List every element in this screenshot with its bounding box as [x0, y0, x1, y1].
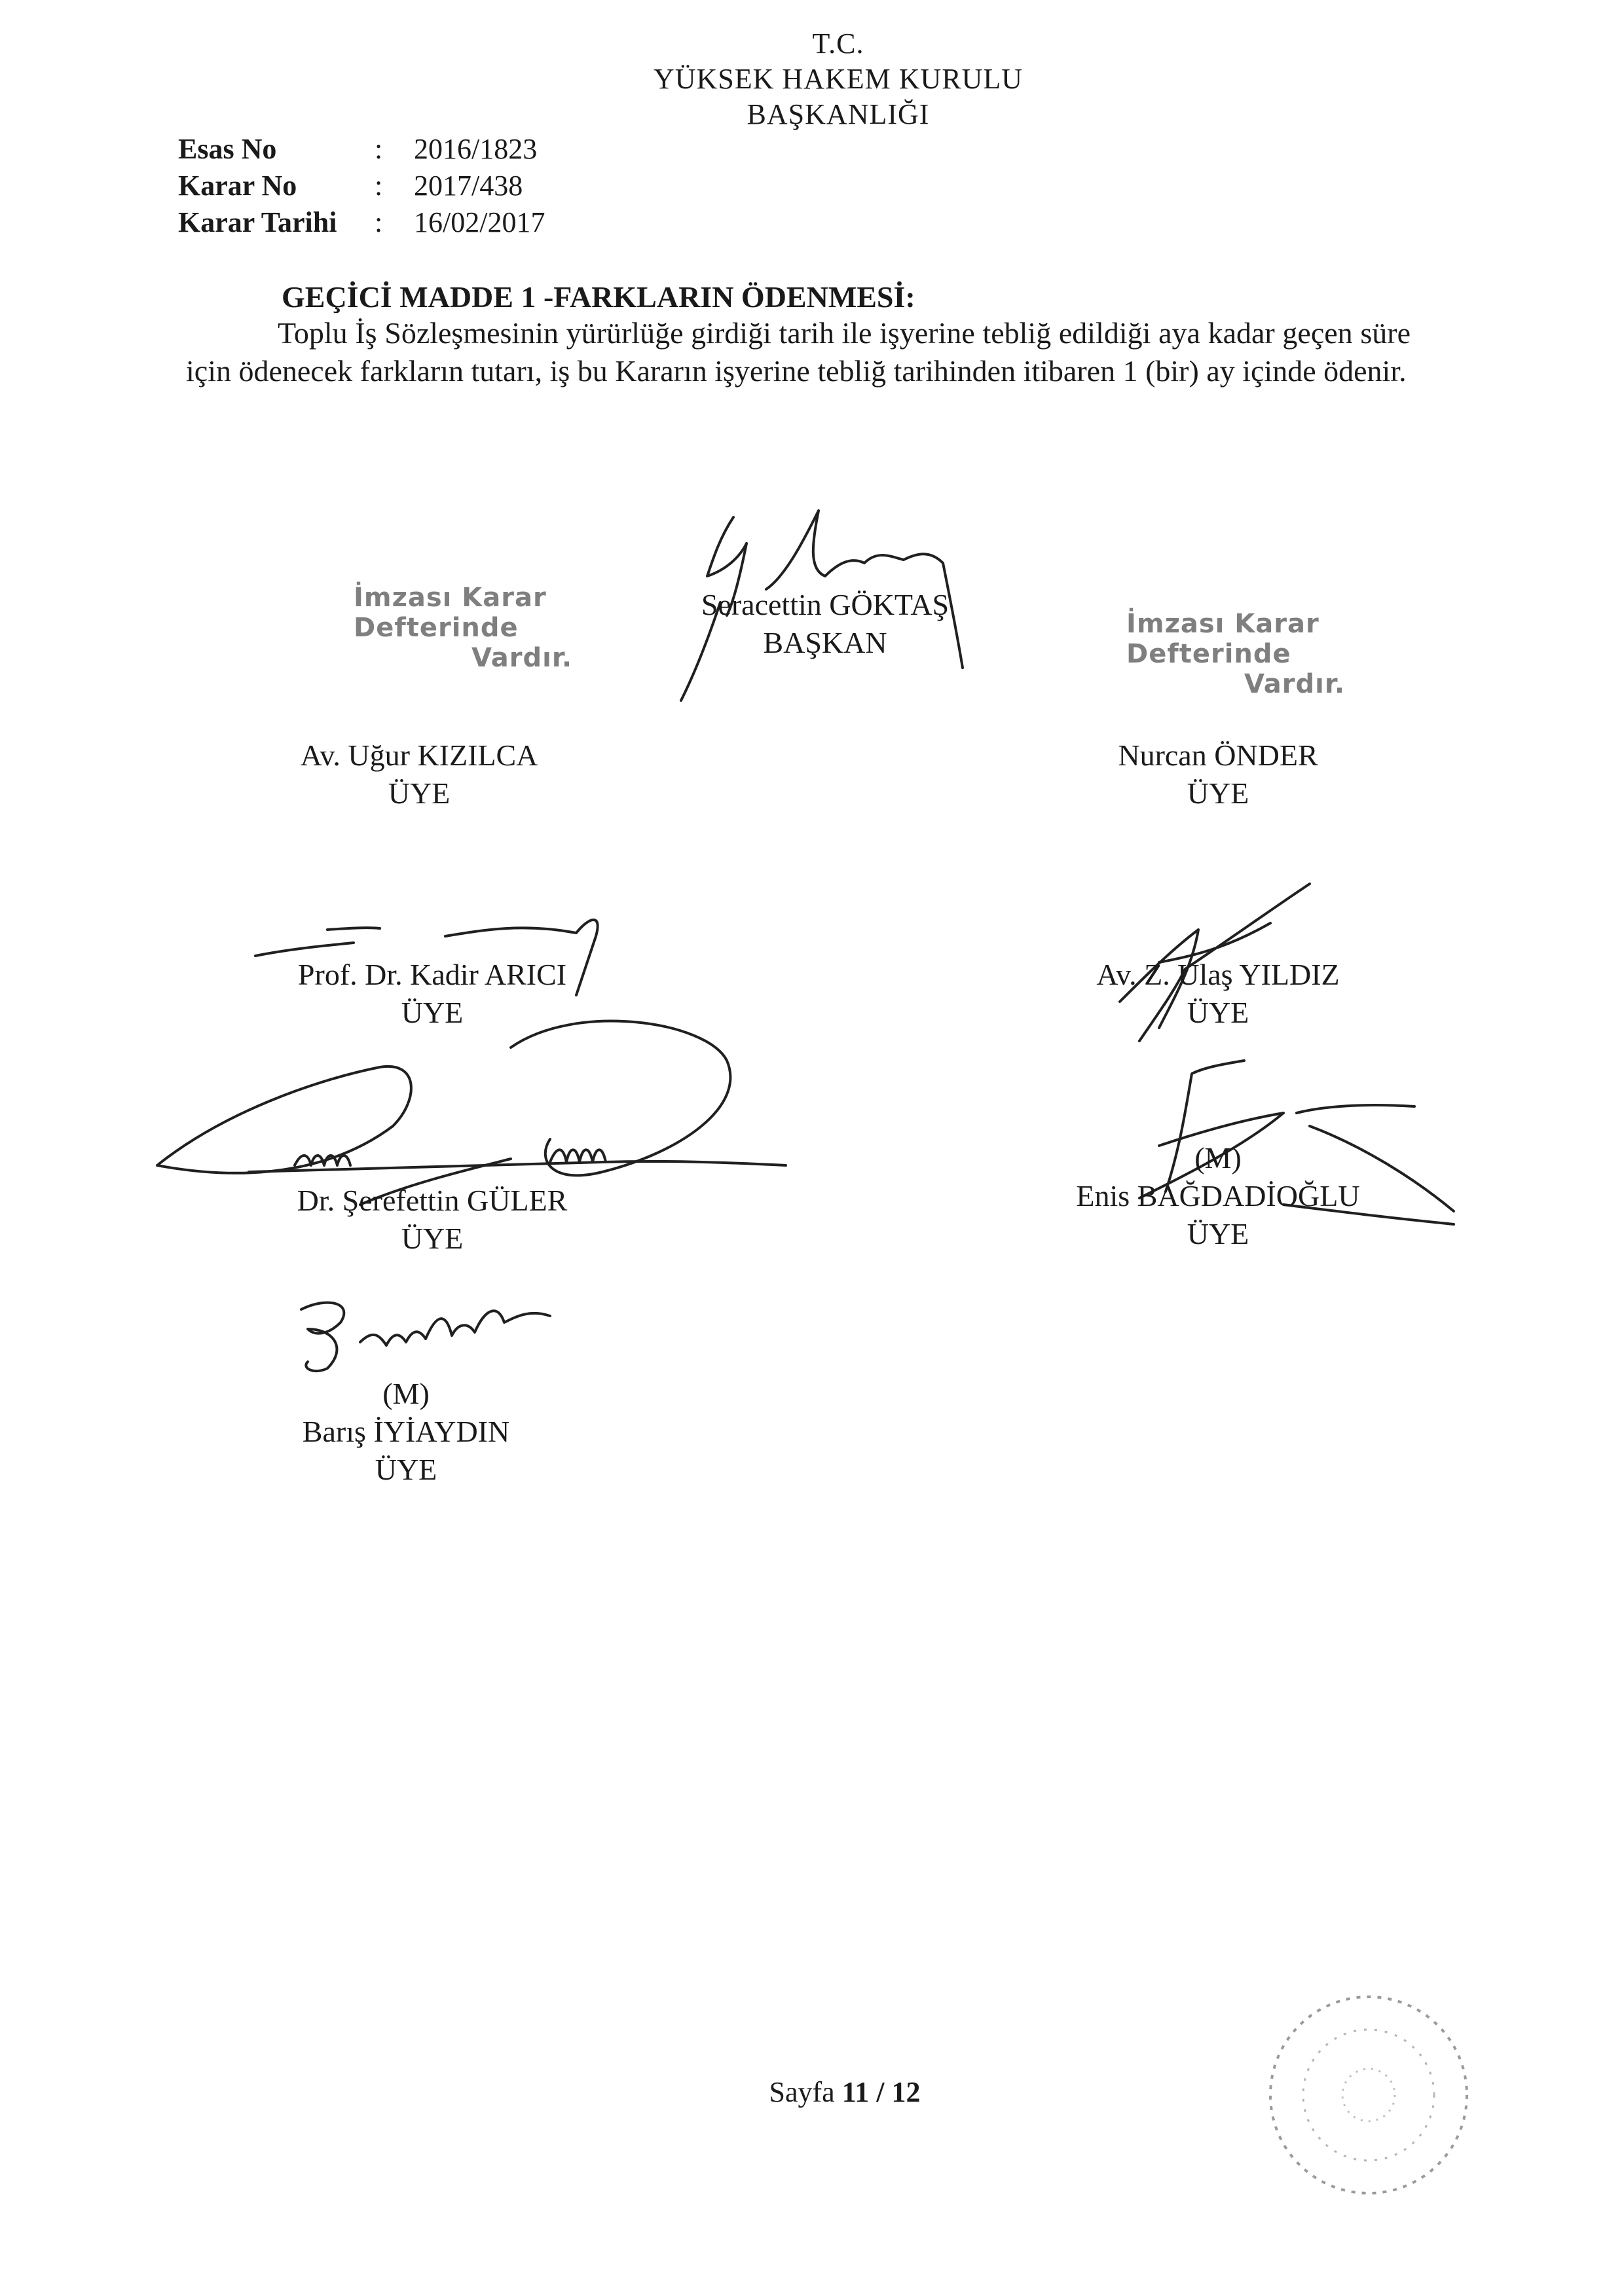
page-number: 11 / 12 [841, 2076, 921, 2108]
signatory-bagdadioglu [1028, 1139, 1408, 1253]
signatory-title: BAŞKAN [763, 626, 887, 659]
signatory-name: Prof. Dr. Kadir ARICI [297, 958, 567, 991]
signatory-title: ÜYE [1187, 776, 1249, 810]
signatory-name: Av. Z. Ulaş YILDIZ [1096, 958, 1340, 991]
case-info-row [178, 204, 545, 241]
signatory-title: ÜYE [401, 996, 464, 1029]
signatory-name: Enis BAĞDADİOĞLU [1076, 1179, 1360, 1212]
case-info [178, 131, 545, 241]
signatory-guler [255, 1182, 609, 1258]
institution-header [589, 26, 1087, 132]
signatory-kizilca [262, 737, 576, 812]
signatory-title: ÜYE [401, 1222, 464, 1255]
signatory-name: Seracettin GÖKTAŞ [701, 588, 950, 621]
stamp-text: Vardır. [471, 643, 573, 673]
stamp-text: İmzası Karar Defterinde [354, 583, 547, 643]
signatory-iyiaydin [249, 1375, 563, 1489]
chair-signatory [668, 586, 982, 662]
stamp-text: Vardır. [1244, 669, 1346, 699]
signatory-name: Nurcan ÖNDER [1118, 738, 1318, 772]
signatory-title: ÜYE [388, 776, 451, 810]
signature-on-file-stamp [354, 583, 674, 673]
article-body: Toplu İş Sözleşmesinin yürürlüğe girdiği tarih ile işyerine tebliğ edildiği aya kadar geçen süre için ödenecek farkların tutarı, iş bu Kararın işyerine tebliğ tarihinden itibaren 1 (bir) ay içinde ödenir. [186, 316, 1411, 388]
header-country: T.C. [812, 27, 864, 60]
signatory-title: ÜYE [375, 1453, 437, 1486]
signatory-name: Dr. Şerefettin GÜLER [297, 1184, 568, 1217]
signatory-yildiz [1061, 956, 1375, 1032]
decision-number-value: 2017/438 [414, 170, 523, 202]
case-number-label: Esas No [178, 133, 277, 165]
stamp-text: İmzası Karar Defterinde [1126, 609, 1320, 669]
signatory-title: ÜYE [1187, 1217, 1249, 1250]
case-info-row [178, 168, 545, 204]
page-label: Sayfa [769, 2076, 835, 2108]
signatory-onder [1061, 737, 1375, 812]
case-info-row [178, 131, 545, 168]
official-seal-icon [1231, 1984, 1506, 2206]
signatory-note: (M) [1194, 1141, 1242, 1175]
header-office: BAŞKANLIĞI [747, 98, 930, 130]
signatory-title: ÜYE [1187, 996, 1249, 1029]
signature-on-file-stamp [1126, 609, 1428, 699]
separator: : [375, 133, 383, 165]
decision-date-label: Karar Tarihi [178, 206, 337, 238]
signatory-note: (M) [382, 1377, 430, 1410]
page-footer [655, 2075, 1035, 2109]
separator: : [375, 206, 383, 238]
header-board: YÜKSEK HAKEM KURULU [653, 63, 1024, 95]
iyiaydin-signature-icon [288, 1283, 589, 1388]
article-title: GEÇİCİ MADDE 1 -FARKLARIN ÖDENMESİ: [282, 280, 915, 314]
signatory-name: Av. Uğur KIZILCA [300, 738, 538, 772]
decision-date-value: 16/02/2017 [414, 206, 545, 238]
signatory-name: Barış İYİAYDIN [302, 1415, 510, 1448]
case-number-value: 2016/1823 [414, 133, 538, 165]
separator: : [375, 170, 383, 202]
decision-number-label: Karar No [178, 170, 297, 202]
